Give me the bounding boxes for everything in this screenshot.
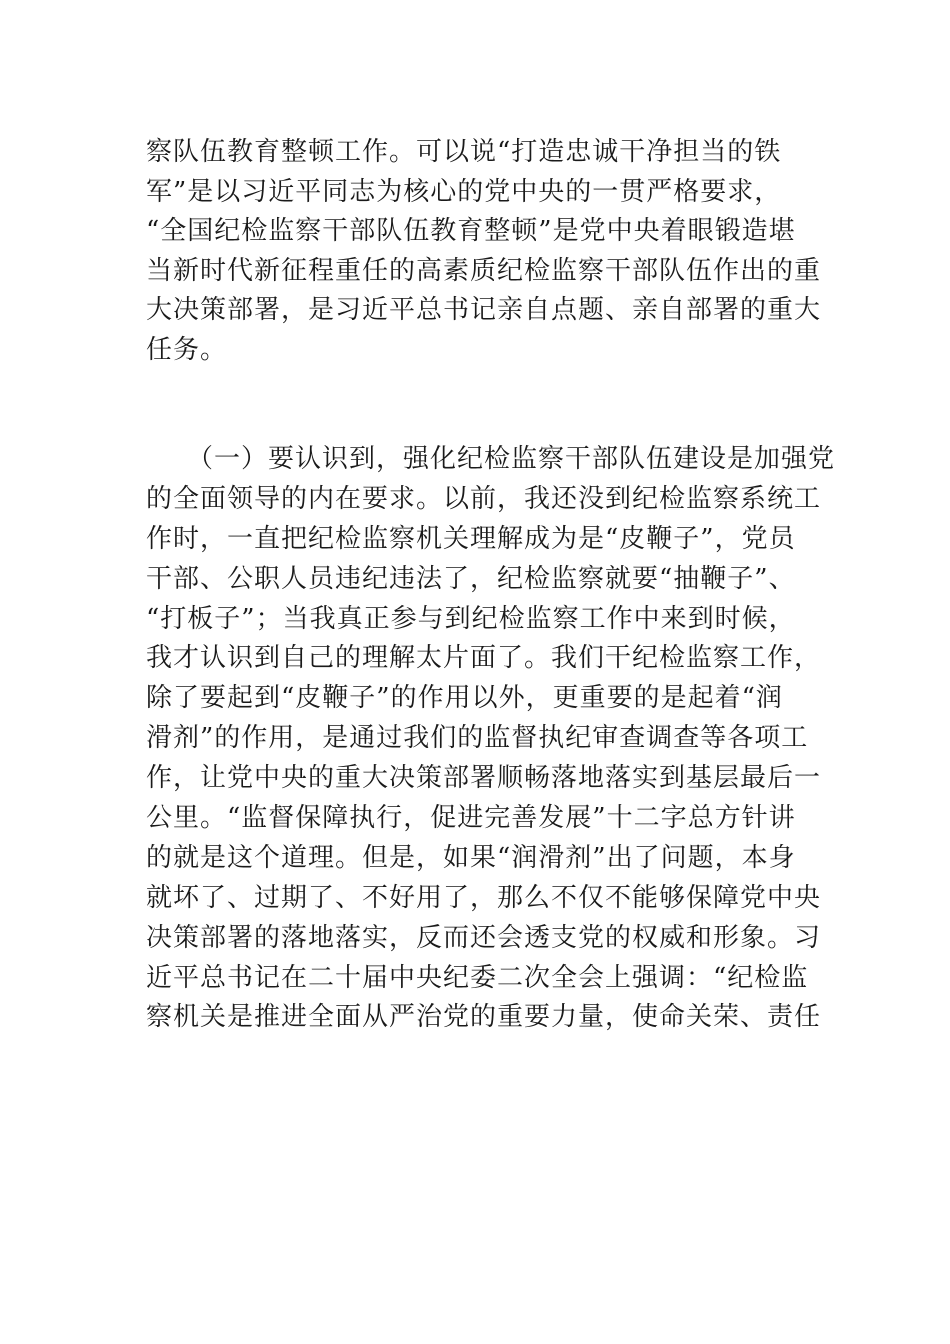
text-line: 的全面领导的内在要求。以前，我还没到纪检监察系统工 bbox=[146, 483, 822, 514]
text-line: 大决策部署，是习近平总书记亲自点题、亲自部署的重大 bbox=[146, 295, 822, 325]
text-line: 察机关是推进全面从严治党的重要力量，使命关荣、责任 bbox=[146, 1002, 822, 1033]
text-line: 公里。“监督保障执行，促进完善发展”十二字总方针讲 bbox=[146, 803, 796, 834]
text-line: 作，让党中央的重大决策部署顺畅落地落实到基层最后一 bbox=[146, 763, 822, 794]
text-line: 滑剂”的作用，是通过我们的监督执纪审查调查等各项工 bbox=[146, 723, 809, 754]
text-line: 近平总书记在二十届中央纪委二次全会上强调：“纪检监 bbox=[146, 962, 809, 993]
text-line: （一）要认识到，强化纪检监察干部队伍建设是加强党 bbox=[146, 444, 836, 474]
text-line: 就坏了、过期了、不好用了，那么不仅不能够保障党中央 bbox=[146, 882, 822, 913]
paragraph-1 bbox=[146, 133, 822, 370]
text-line: 察队伍教育整顿工作。可以说“打造忠诚干净担当的铁 bbox=[146, 137, 782, 167]
text-line: 我才认识到自己的理解太片面了。我们干纪检监察工作， bbox=[146, 643, 822, 674]
text-line: 任务。 bbox=[146, 334, 228, 365]
text-line: 除了要起到“皮鞭子”的作用以外，更重要的是起着“润 bbox=[146, 683, 783, 714]
text-line: 作时，一直把纪检监察机关理解成为是“皮鞭子”，党员 bbox=[146, 523, 796, 554]
paragraph-2 bbox=[146, 440, 836, 1038]
text-line: 的就是这个道理。但是，如果“润滑剂”出了问题，本身 bbox=[146, 842, 796, 873]
text-line: 决策部署的落地落实，反而还会透支党的权威和形象。习 bbox=[146, 922, 822, 953]
text-line: “打板子”；当我真正参与到纪检监察工作中来到时候， bbox=[146, 603, 796, 634]
text-line: 干部、公职人员违纪违法了，纪检监察就要“抽鞭子”、 bbox=[146, 563, 796, 594]
text-line: “全国纪检监察干部队伍教育整顿”是党中央着眼锻造堪 bbox=[146, 216, 796, 246]
text-line: 军”是以习近平同志为核心的党中央的一贯严格要求， bbox=[146, 176, 782, 207]
text-line: 当新时代新征程重任的高素质纪检监察干部队伍作出的重 bbox=[146, 255, 822, 286]
